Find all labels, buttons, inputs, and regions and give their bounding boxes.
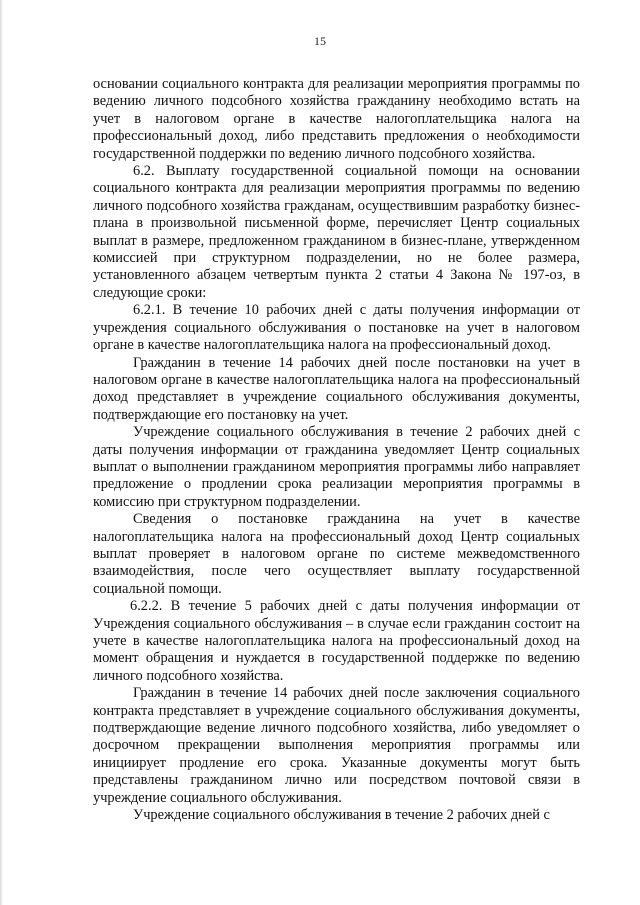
paragraph-7: 6.2.2. В течение 5 рабочих дней с даты получения информации от Учреждения социального обслуживания – в случае если гражданин состоит на учете в качестве налогоплательщика налога на профессиональный доход на момент обращения и нуждается в государственной поддержке по ведению личного подсобного хозяйства. [93,598,580,684]
paragraph-4: Гражданин в течение 14 рабочих дней после постановки на учет в налоговом органе в качестве налогоплательщика налога на профессиональный доход представляет в учреждение социального обслуживания документы, подтверждающие его постановку на учет. [93,354,580,423]
paragraph-5: Учреждение социального обслуживания в течение 2 рабочих дней с даты получения информации от гражданина уведомляет Центр социальных выплат о выполнении гражданином мероприятия программы либо направляет предложение о продлении срока реализации мероприятия программы в комиссию при структурном подразделении. [93,424,580,510]
paragraph-2: 6.2. Выплату государственной социальной помощи на основании социального контракта для реализации мероприятия программы по ведению личного подсобного хозяйства гражданам, осуществившим разработку бизнес-плана в произвольной письменной форме, перечисляет Центр социальных выплат в размере, предложенном гражданином в бизнес-плане, утвержденном комиссией при структурном подразделении, но не более размера, установленного абзацем четвертым пункта 2 статьи 4 Закона № 197-оз, в следующие сроки: [93,163,580,301]
paragraph-6: Сведения о постановке гражданина на учет в качестве налогоплательщика налога на профессиональный доход Центр социальных выплат проверяет в налоговом органе по системе межведомственного взаимодействия, после чего осуществляет выплату государственной социальной помощи. [93,511,580,597]
document-body [93,76,580,824]
page-number: 15 [314,34,326,48]
paragraph-3: 6.2.1. В течение 10 рабочих дней с даты получения информации от учреждения социального обслуживания о постановке на учет в налоговом органе в качестве налогоплательщика налога на профессиональный доход. [93,302,580,354]
paragraph-1: основании социального контракта для реализации мероприятия программы по ведению личного подсобного хозяйства гражданину необходимо встать на учет в налоговом органе в качестве налогоплательщика налога на профессиональный доход, либо представить предложения о необходимости государственной поддержки по ведению личного подсобного хозяйства. [93,76,580,162]
paragraph-9: Учреждение социального обслуживания в течение 2 рабочих дней с [133,807,550,824]
scan-edge [0,0,3,905]
paragraph-8: Гражданин в течение 14 рабочих дней после заключения социального контракта представляет в учреждение социального обслуживания документы, подтверждающие ведение личного подсобного хозяйства, либо уведомляет о досрочном прекращении выполнения мероприятия программы или инициирует продление его срока. Указанные документы могут быть представлены гражданином лично или посредством почтовой связи в учреждение социального обслуживания. [93,685,580,806]
